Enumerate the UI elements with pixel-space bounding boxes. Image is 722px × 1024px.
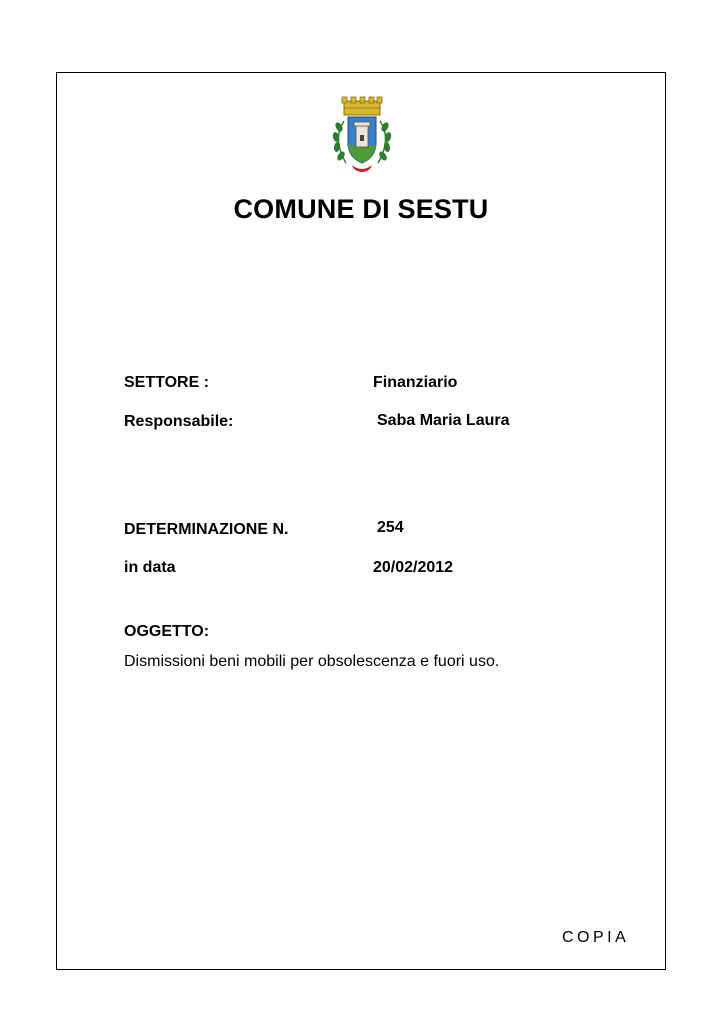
crown-icon [342,97,382,115]
data-label: in data [124,559,176,576]
data-value: 20/02/2012 [373,559,454,576]
copia-stamp: COPIA [562,929,630,946]
oggetto-label: OGGETTO: [124,623,210,640]
page-title: COMUNE DI SESTU [233,194,489,224]
responsabile-value: Saba Maria Laura [377,412,510,429]
determinazione-label: DETERMINAZIONE N. [124,521,289,538]
settore-value: Finanziario [373,374,458,391]
determinazione-number: 254 [377,519,404,536]
oggetto-text: Dismissioni beni mobili per obsolescenza e fuori uso. [124,653,500,670]
shield-icon [348,117,376,163]
coat-of-arms-emblem [324,95,400,175]
ribbon-icon [352,165,372,172]
settore-label: SETTORE : [124,374,210,391]
responsabile-label: Responsabile: [124,413,234,430]
